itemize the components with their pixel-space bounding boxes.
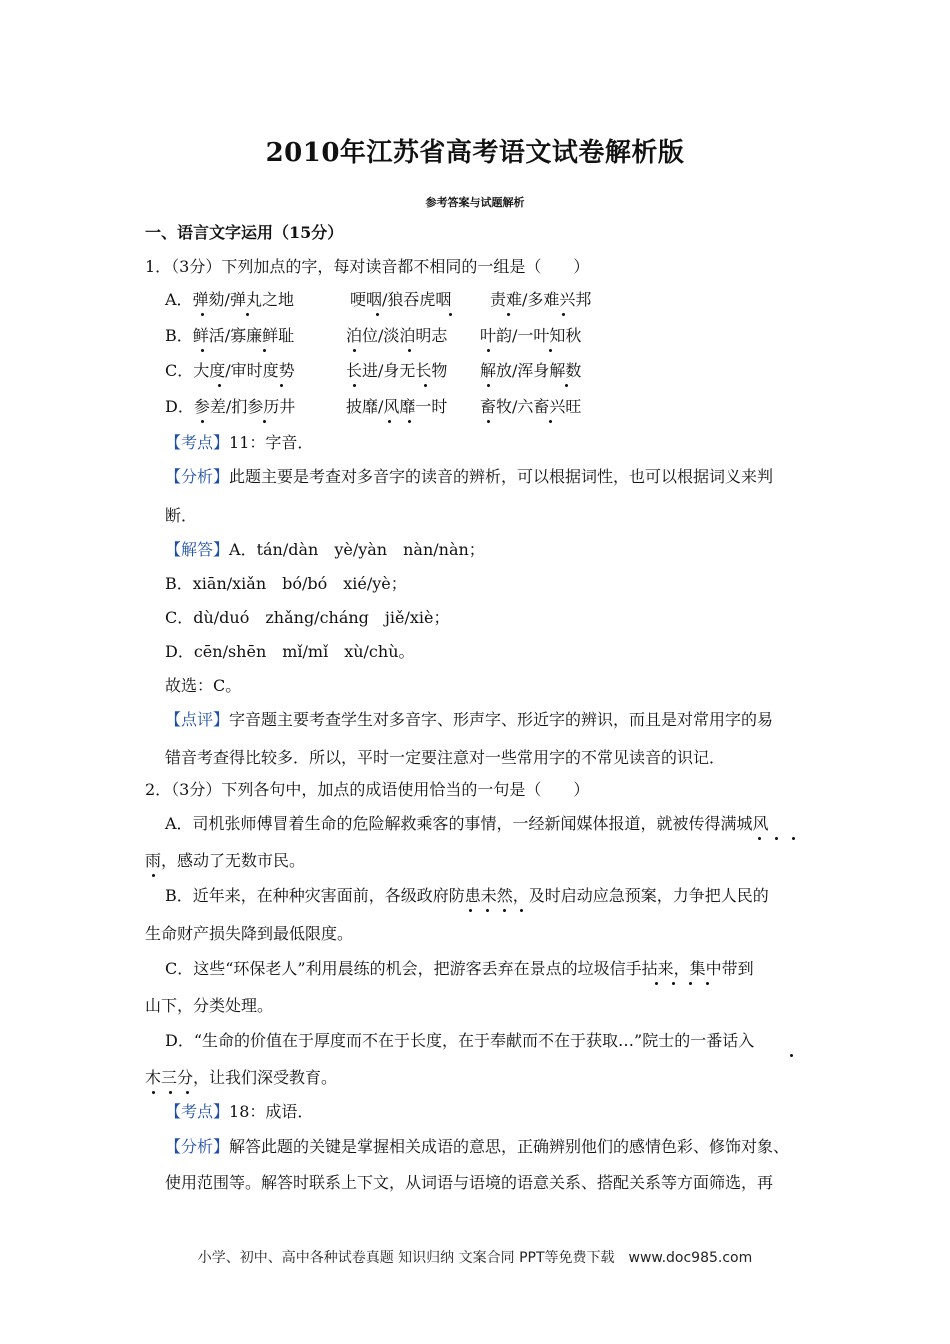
document-title: 2010年江苏省高考语文试卷解析版 [265, 138, 685, 168]
q1-dianping [165, 710, 773, 730]
option-c-word-3: 解放/浑身解数 [480, 361, 582, 380]
option-c-word-1: C．大度/审时度势 [165, 361, 295, 380]
dianping-tag: 【点评】 [165, 710, 230, 729]
option-b-word-1: B．鲜活/寡廉鲜耻 [165, 326, 295, 345]
emphasis-dot [792, 837, 795, 840]
page-footer: 小学、初中、高中各种试卷真题 知识归纳 文案合同 PPT等免费下载 www.doc985.com [197, 1250, 753, 1266]
emphasis-dot [353, 349, 356, 352]
q2-fenxi-cont: 使用范围等。解答时联系上下文，从词语与语境的语意关系、搭配关系等方面筛选，再 [165, 1173, 774, 1192]
emphasis-dot [469, 909, 472, 912]
jieda-c: C．dù/duó zhǎng/cháng jiě/xiè； [165, 608, 450, 627]
emphasis-dot [218, 384, 221, 387]
emphasis-dot [565, 384, 568, 387]
emphasis-dot [520, 909, 523, 912]
emphasis-dot [169, 1091, 172, 1094]
question-2-stem: 2．（3分）下列各句中，加点的成语使用恰当的一句是（ ） [145, 780, 590, 799]
emphasis-dot [672, 982, 675, 985]
kaodian-tag: 【考点】 [165, 433, 230, 452]
question-1-option-d [165, 397, 865, 417]
option-d-word-3: 畜牧/六畜兴旺 [480, 397, 582, 416]
q2-fenxi [165, 1137, 789, 1157]
dianping-text: 字音题主要考查学生对多音字、形声字、形近字的辨识，而且是对常用字的易 [229, 710, 774, 729]
emphasis-dot [549, 349, 552, 352]
emphasis-dot [487, 420, 490, 423]
emphasis-dot [790, 1054, 793, 1057]
emphasis-dot [152, 1091, 155, 1094]
option-b-word-2: 泊位/淡泊明志 [346, 326, 448, 345]
emphasis-dot [388, 420, 391, 423]
question-1-stem: 1．（3分）下列加点的字，每对读音都不相同的一组是（ ） [145, 257, 590, 276]
emphasis-dot [201, 420, 204, 423]
emphasis-dot [487, 384, 490, 387]
emphasis-dot [706, 982, 709, 985]
emphasis-dot [201, 313, 204, 316]
q1-fenxi [165, 467, 773, 487]
fenxi-tag: 【分析】 [165, 467, 230, 486]
question-1-option-b [165, 326, 865, 346]
emphasis-dot [280, 384, 283, 387]
kaodian-text: 18：成语． [229, 1102, 314, 1121]
emphasis-dot [775, 837, 778, 840]
emphasis-dot [152, 874, 155, 877]
q2-option-b: B．近年来，在种种灾害面前，各级政府防患未然，及时启动应急预案，力争把人民的 [165, 886, 769, 905]
emphasis-dot [408, 349, 411, 352]
emphasis-dot [376, 313, 379, 316]
emphasis-dot [689, 982, 692, 985]
emphasis-dot [655, 982, 658, 985]
emphasis-dot [186, 1091, 189, 1094]
fenxi-text: 此题主要是考查对多音字的读音的辨析，可以根据词性，也可以根据词义来判 [229, 467, 774, 486]
q2-option-a-cont: 雨，感动了无数市民。 [145, 851, 306, 870]
kaodian-text: 11：字音． [229, 433, 314, 452]
emphasis-dot [758, 837, 761, 840]
jieda-tag: 【解答】 [165, 540, 230, 559]
emphasis-dot [449, 313, 452, 316]
q1-fenxi-cont: 断． [165, 506, 198, 525]
option-d-word-1: D．参差/扪参历井 [165, 397, 296, 416]
q2-kaodian [165, 1102, 313, 1122]
emphasis-dot [201, 349, 204, 352]
option-c-word-2: 长进/身无长物 [346, 361, 448, 380]
q2-option-b-cont: 生命财产损失降到最低限度。 [145, 924, 354, 943]
option-b-word-3: 叶韵/一叶知秋 [480, 326, 582, 345]
q2-option-d-cont: 木三分，让我们深受教育。 [145, 1068, 338, 1087]
emphasis-dot [408, 420, 411, 423]
emphasis-dot [263, 420, 266, 423]
emphasis-dot [353, 384, 356, 387]
q1-jieda [165, 540, 485, 560]
kaodian-tag: 【考点】 [165, 1102, 230, 1121]
jieda-d: D．cēn/shēn mǐ/mǐ xù/chù。 [165, 642, 415, 661]
q1-kaodian [165, 433, 313, 453]
jieda-b: B．xiān/xiǎn bó/bó xié/yè； [165, 574, 407, 593]
emphasis-dot [503, 909, 506, 912]
q2-option-c-cont: 山下，分类处理。 [145, 996, 274, 1015]
q1-answer: 故选：C。 [165, 676, 242, 695]
fenxi-text: 解答此题的关键是掌握相关成语的意思，正确辨别他们的感情色彩、修饰对象、 [229, 1137, 790, 1156]
document-subtitle: 参考答案与试题解析 [425, 196, 525, 209]
section-heading: 一、语言文字运用（15分） [145, 223, 344, 242]
jieda-a: A．tán/dàn yè/yàn nàn/nàn； [229, 540, 485, 559]
q2-option-a: A．司机张师傅冒着生命的危险解救乘客的事情，一经新闻媒体报道，就被传得满城风 [165, 814, 769, 833]
emphasis-dot [507, 313, 510, 316]
option-a-word-2: 哽咽/狼吞虎咽 [350, 290, 452, 309]
emphasis-dot [487, 349, 490, 352]
emphasis-dot [263, 349, 266, 352]
emphasis-dot [549, 420, 552, 423]
q2-option-d: D．“生命的价值在于厚度而不在于长度，在于奉献而不在于获取…”院士的一番话入 [165, 1031, 755, 1050]
option-a-word-3: 责难/多难兴邦 [490, 290, 592, 309]
option-a-word-1: A．弹劾/弹丸之地 [165, 290, 294, 309]
question-1-option-c [165, 361, 865, 381]
emphasis-dot [246, 313, 249, 316]
fenxi-tag: 【分析】 [165, 1137, 230, 1156]
emphasis-dot [424, 384, 427, 387]
question-1-option-a [165, 290, 865, 310]
q1-dianping-cont: 错音考查得比较多．所以，平时一定要注意对一些常用字的不常见读音的识记． [165, 748, 726, 767]
q2-option-c: C．这些“环保老人”利用晨练的机会，把游客丢弃在景点的垃圾信手拈来，集中带到 [165, 959, 754, 978]
emphasis-dot [562, 313, 565, 316]
option-d-word-2: 披靡/风靡一时 [346, 397, 448, 416]
emphasis-dot [486, 909, 489, 912]
